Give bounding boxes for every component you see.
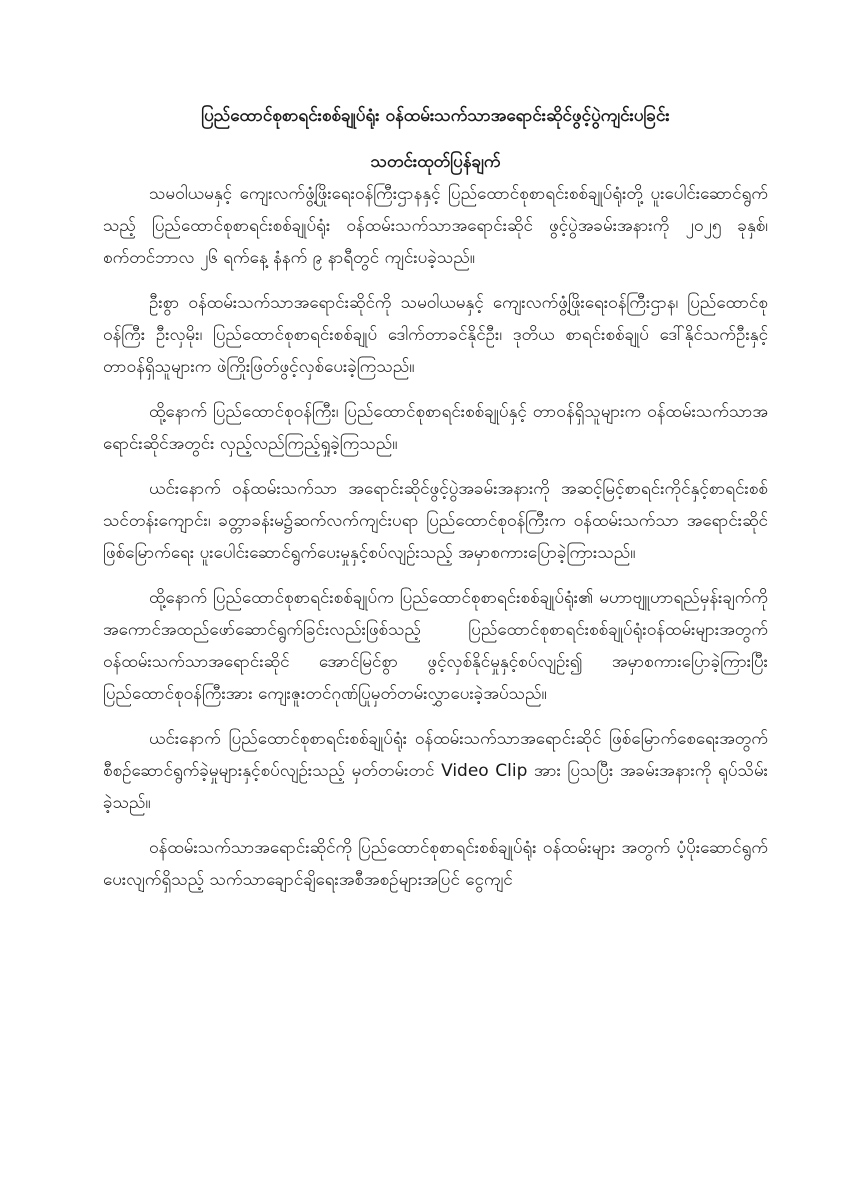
paragraph-6: ယင်းနောက် ပြည်ထောင်စုစာရင်းစစ်ချုပ်ရုံး ဝန်ထမ်းသက်သာအရောင်းဆိုင် ဖြစ်မြောက်စေရေးအတွက် စီစဉ်ဆောင်ရွက်ခဲ့မှုများနှင့်စပ်လျဉ်းသည့် မှတ်တမ်းတင် Video Clip အား ပြသပြီး အခမ်းအနားကို ရုပ်သိမ်းခဲ့သည်။ [103,729,768,813]
paragraph-5: ထို့နောက် ပြည်ထောင်စုစာရင်းစစ်ချုပ်က ပြည်ထောင်စုစာရင်းစစ်ချုပ်ရုံး၏ မဟာဗျူဟာရည်မှန်းချက်ကို အကောင်အထည်ဖော်ဆောင်ရွက်ခြင်းလည်းဖြစ်သည့် ပြည်ထောင်စုစာရင်းစစ်ချုပ်ရုံးဝန်ထမ်းများအတွက် ဝန်ထမ်းသက်သာအရောင်းဆိုင် အောင်မြင်စွာ ဖွင့်လှစ်နိုင်မှုနှင့်စပ်လျဉ်း၍ အမှာစကားပြောခဲ့ကြားပြီး ပြည်ထောင်စုဝန်ကြီးအား ကျေးဇူးတင်ဂုဏ်ပြုမှတ်တမ်းလွှာပေးခဲ့အပ်သည်။ [103,588,768,704]
paragraph-4: ယင်းနောက် ဝန်ထမ်းသက်သာ အရောင်းဆိုင်ဖွင့်ပွဲအခမ်းအနားကို အဆင့်မြင့်စာရင်းကိုင်နှင့်စာရင်းစစ်သင်တန်းကျောင်း၊ ခတ္တာခန်းမ၌ဆက်လက်ကျင်းပရာ ပြည်ထောင်စုဝန်ကြီးက ဝန်ထမ်းသက်သာ အရောင်းဆိုင်ဖြစ်မြောက်ရေး ပူးပေါင်းဆောင်ရွက်ပေးမှုနှင့်စပ်လျဉ်းသည့် အမှာစကားပြောခဲ့ကြားသည်။ [103,479,768,563]
paragraph-3: ထို့နောက် ပြည်ထောင်စုဝန်ကြီး၊ ပြည်ထောင်စုစာရင်းစစ်ချုပ်နှင့် တာဝန်ရှိသူများက ဝန်ထမ်းသက်သာအရောင်းဆိုင်အတွင်း လှည့်လည်ကြည့်ရှုခဲ့ကြသည်။ [103,402,768,454]
paragraph-1: သမဝါယမနှင့် ကျေးလက်ဖွံ့ဖြိုးရေးဝန်ကြီးဌာနနှင့် ပြည်ထောင်စုစာရင်းစစ်ချုပ်ရုံးတို့ ပူးပေါင်းဆောင်ရွက်သည့် ပြည်ထောင်စုစာရင်းစစ်ချုပ်ရုံး ဝန်ထမ်းသက်သာအရောင်းဆိုင် ဖွင့်ပွဲအခမ်းအနားကို ၂၀၂၅ ခုနှစ်၊ စက်တင်ဘာလ ၂၆ ရက်နေ့ နံနက် ၉ နာရီတွင် ကျင်းပခဲ့သည်။ [103,184,768,268]
paragraph-2: ဦးစွာ ဝန်ထမ်းသက်သာအရောင်းဆိုင်ကို သမဝါယမနှင့် ကျေးလက်ဖွံ့ဖြိုးရေးဝန်ကြီးဌာန၊ ပြည်ထောင်စုဝန်ကြီး ဦးလှမိုး၊ ပြည်ထောင်စုစာရင်းစစ်ချုပ် ဒေါက်တာခင်နိုင်ဦး၊ ဒုတိယ စာရင်းစစ်ချုပ် ဒေါ်နိုင်သက်ဦးနှင့် တာဝန်ရှိသူများက ဖဲကြိုးဖြတ်ဖွင့်လှစ်ပေးခဲ့ကြသည်။ [103,293,768,377]
paragraph-7: ဝန်ထမ်းသက်သာအရောင်းဆိုင်ကို ပြည်ထောင်စုစာရင်းစစ်ချုပ်ရုံး ဝန်ထမ်းများ အတွက် ပံ့ပိုးဆောင်ရွက်ပေးလျက်ရှိသည့် သက်သာချောင်ချိရေးအစီအစဉ်များအပြင် ငွေကျင် [103,838,768,890]
document-subtitle: သတင်းထုတ်ပြန်ချက် [370,152,501,172]
document-title: ပြည်ထောင်စုစာရင်းစစ်ချုပ်ရုံး ဝန်ထမ်းသက်သာအရောင်းဆိုင်ဖွင့်ပွဲကျင်းပခြင်း [201,106,670,126]
